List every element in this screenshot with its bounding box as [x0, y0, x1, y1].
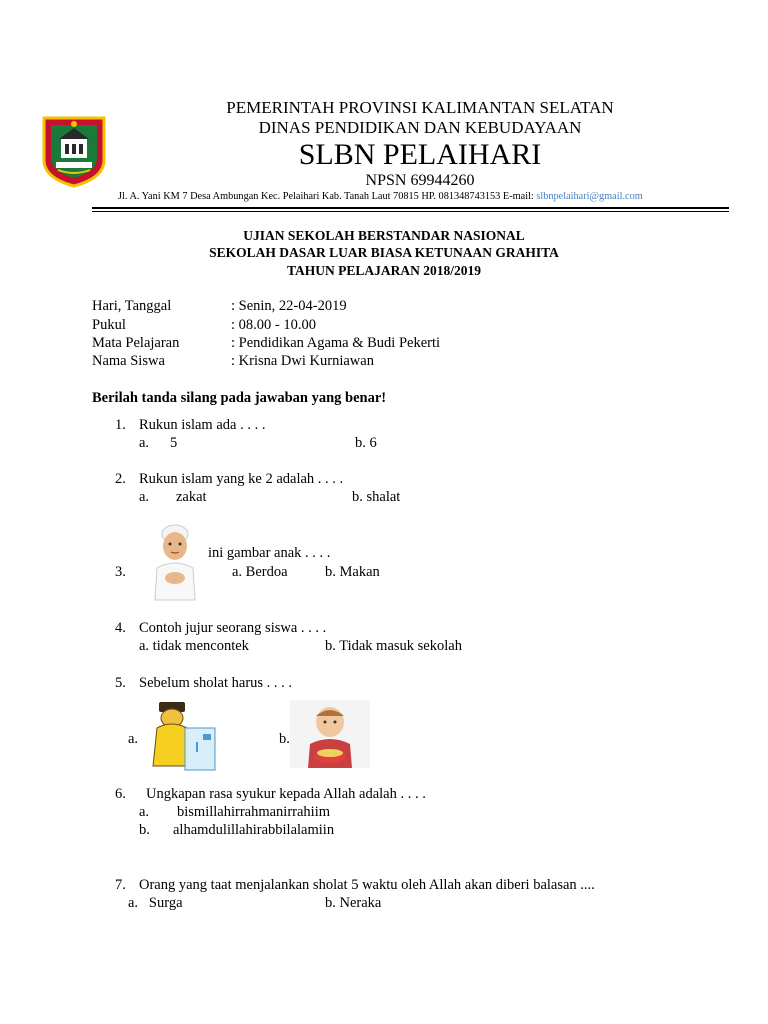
- question-1-option-a-letter[interactable]: a.: [139, 435, 150, 451]
- question-7-option-a[interactable]: a. Surga: [128, 895, 183, 911]
- header-government: PEMERINTAH PROVINSI KALIMANTAN SELATAN: [226, 98, 614, 117]
- info-label-subject: Mata Pelajaran: [92, 335, 180, 351]
- question-2-option-a[interactable]: zakat: [176, 489, 207, 505]
- question-6-number: 6.: [115, 786, 126, 802]
- question-1-option-a[interactable]: 5: [170, 435, 178, 451]
- question-3-text: ini gambar anak . . . .: [208, 545, 331, 561]
- praying-boy-image: [145, 520, 205, 600]
- ablution-image[interactable]: [143, 698, 219, 772]
- child-eating-image[interactable]: [290, 700, 370, 768]
- question-5-option-b[interactable]: b.: [279, 731, 290, 747]
- question-1-option-b[interactable]: b. 6: [355, 435, 377, 451]
- question-2-option-b[interactable]: b. shalat: [352, 489, 401, 505]
- question-2-option-a-letter[interactable]: a.: [139, 489, 150, 505]
- question-3-option-a[interactable]: a. Berdoa: [232, 564, 288, 580]
- exam-title-2: SEKOLAH DASAR LUAR BIASA KETUNAAN GRAHITA: [209, 245, 559, 260]
- question-4-option-b[interactable]: b. Tidak masuk sekolah: [325, 638, 462, 654]
- question-1-text: Rukun islam ada . . . .: [139, 417, 266, 433]
- question-6-option-a-letter[interactable]: a.: [139, 804, 150, 820]
- email-link[interactable]: slbnpelaihari@gmail.com: [536, 191, 643, 202]
- question-3-option-b[interactable]: b. Makan: [325, 564, 380, 580]
- header-rule-thick: [92, 207, 729, 209]
- question-4-number: 4.: [115, 620, 126, 636]
- question-6-option-b-letter[interactable]: b.: [139, 822, 150, 838]
- question-7-option-b[interactable]: b. Neraka: [325, 895, 382, 911]
- info-value-subject: : Pendidikan Agama & Budi Pekerti: [231, 335, 441, 351]
- question-2-text: Rukun islam yang ke 2 adalah . . . .: [139, 471, 344, 487]
- info-value-student: : Krisna Dwi Kurniawan: [231, 353, 374, 369]
- exam-title-3: TAHUN PELAJARAN 2018/2019: [286, 263, 481, 278]
- header-department: DINAS PENDIDIKAN DAN KEBUDAYAAN: [258, 118, 582, 137]
- info-label-student: Nama Siswa: [92, 353, 165, 369]
- question-6-text: Ungkapan rasa syukur kepada Allah adalah . . . .: [146, 786, 426, 802]
- question-7-number: 7.: [115, 877, 126, 893]
- npsn: NPSN 69944260: [365, 172, 475, 189]
- info-label-time: Pukul: [92, 317, 126, 333]
- question-1-number: 1.: [115, 417, 126, 433]
- school-address: [118, 191, 643, 202]
- question-3-number: 3.: [115, 564, 126, 580]
- question-5-text: Sebelum sholat harus . . . .: [139, 675, 293, 691]
- header-rule-thin: [92, 211, 729, 212]
- instruction: Berilah tanda silang pada jawaban yang benar!: [92, 390, 387, 406]
- question-6-option-b[interactable]: alhamdulillahirabbilalamiin: [173, 822, 335, 838]
- info-value-time: : 08.00 - 10.00: [231, 317, 316, 333]
- question-2-number: 2.: [115, 471, 126, 487]
- school-name: SLBN PELAIHARI: [298, 138, 542, 171]
- question-5-number: 5.: [115, 675, 126, 691]
- info-value-date: : Senin, 22-04-2019: [231, 298, 347, 314]
- question-6-option-a[interactable]: bismillahirrahmanirrahiim: [177, 804, 331, 820]
- address-text: Jl. A. Yani KM 7 Desa Ambungan Kec. Pelaihari Kab. Tanah Laut 70815 HP. 081348743153 E-mail:: [118, 191, 537, 202]
- exam-title-1: UJIAN SEKOLAH BERSTANDAR NASIONAL: [243, 228, 525, 243]
- info-label-date: Hari, Tanggal: [92, 298, 172, 314]
- question-5-option-a[interactable]: a.: [128, 731, 139, 747]
- question-4-option-a[interactable]: a. tidak mencontek: [139, 638, 249, 654]
- question-7-text: Orang yang taat menjalankan sholat 5 waktu oleh Allah akan diberi balasan ....: [139, 877, 595, 893]
- question-4-text: Contoh jujur seorang siswa . . . .: [139, 620, 327, 636]
